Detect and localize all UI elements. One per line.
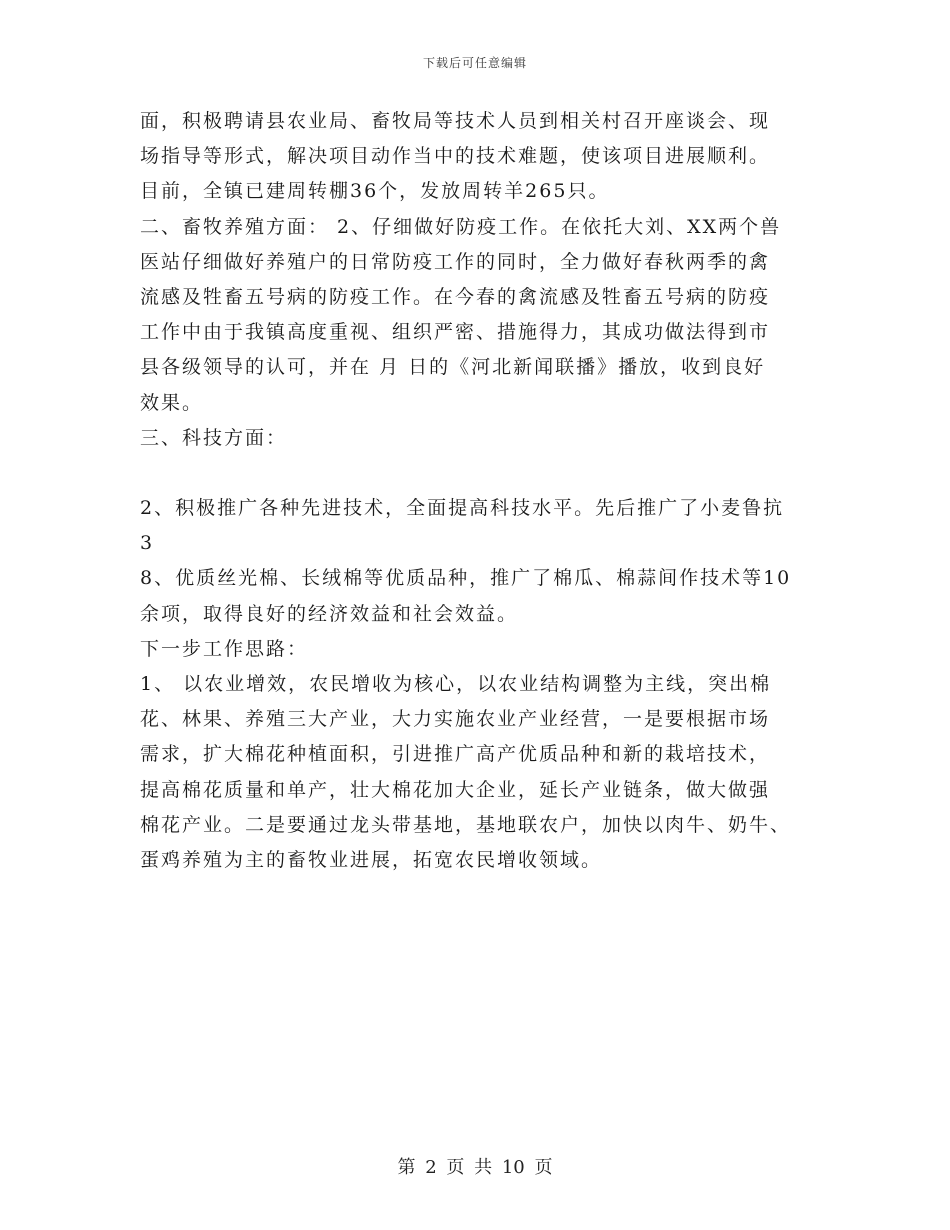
body-line: 棉花产业。二是要通过龙头带基地，基地联农户，加快以肉牛、奶牛、 [140, 813, 792, 836]
body-line: 蛋鸡养殖为主的畜牧业进展，拓宽农民增收领域。 [140, 848, 603, 871]
page-header-note: 下载后可任意编辑 [422, 56, 527, 70]
body-line: 3 [140, 532, 155, 555]
body-line: 花、林果、养殖三大产业，大力实施农业产业经营，一是要根据市场 [140, 708, 771, 731]
body-line: 面，积极聘请县农业局、畜牧局等技术人员到相关村召开座谈会、现 [140, 110, 771, 132]
body-line: 医站仔细做好养殖户的日常防疫工作的同时，全力做好春秋两季的禽 [140, 250, 771, 273]
body-line: 1、 以农业增效，农民增收为核心，以农业结构调整为主线，突出棉 [140, 673, 772, 695]
body-line: 需求，扩大棉花种植面积，引进推广高产优质品种和新的栽培技术， [140, 743, 771, 766]
body-line: 效果。 [140, 391, 204, 414]
section-heading: 三、科技方面： [140, 426, 288, 449]
body-line: 流感及牲畜五号病的防疫工作。在今春的禽流感及牲畜五号病的防疫 [140, 285, 771, 308]
body-line: 场指导等形式，解决项目动作当中的技术难题，使该项目进展顺利。 [140, 145, 771, 168]
blank-line [140, 456, 820, 491]
body-line: 余项，取得良好的经济效益和社会效益。 [140, 602, 519, 625]
page-number-footer: 第 2 页 共 10 页 [397, 1157, 553, 1178]
body-line: 提高棉花质量和单产，壮大棉花加大企业，延长产业链条，做大做强 [140, 778, 771, 801]
section-heading: 下一步工作思路： [140, 637, 309, 660]
body-line: 工作中由于我镇高度重视、组织严密、措施得力，其成功做法得到市 [140, 321, 771, 344]
document-body [140, 104, 820, 878]
body-line: 2、积极推广各种先进技术，全面提高科技水平。先后推广了小麦鲁抗 [140, 497, 785, 520]
body-line: 二、畜牧养殖方面： 2、仔细做好防疫工作。在依托大刘、XX两个兽 [140, 215, 782, 238]
body-line: 目前，全镇已建周转棚36个，发放周转羊265只。 [140, 180, 610, 203]
body-line: 8、优质丝光棉、长绒棉等优质品种，推广了棉瓜、棉蒜间作技术等10 [140, 567, 792, 590]
body-line: 县各级领导的认可，并在 月 日的《河北新闻联播》播放，收到良好 [140, 356, 766, 379]
